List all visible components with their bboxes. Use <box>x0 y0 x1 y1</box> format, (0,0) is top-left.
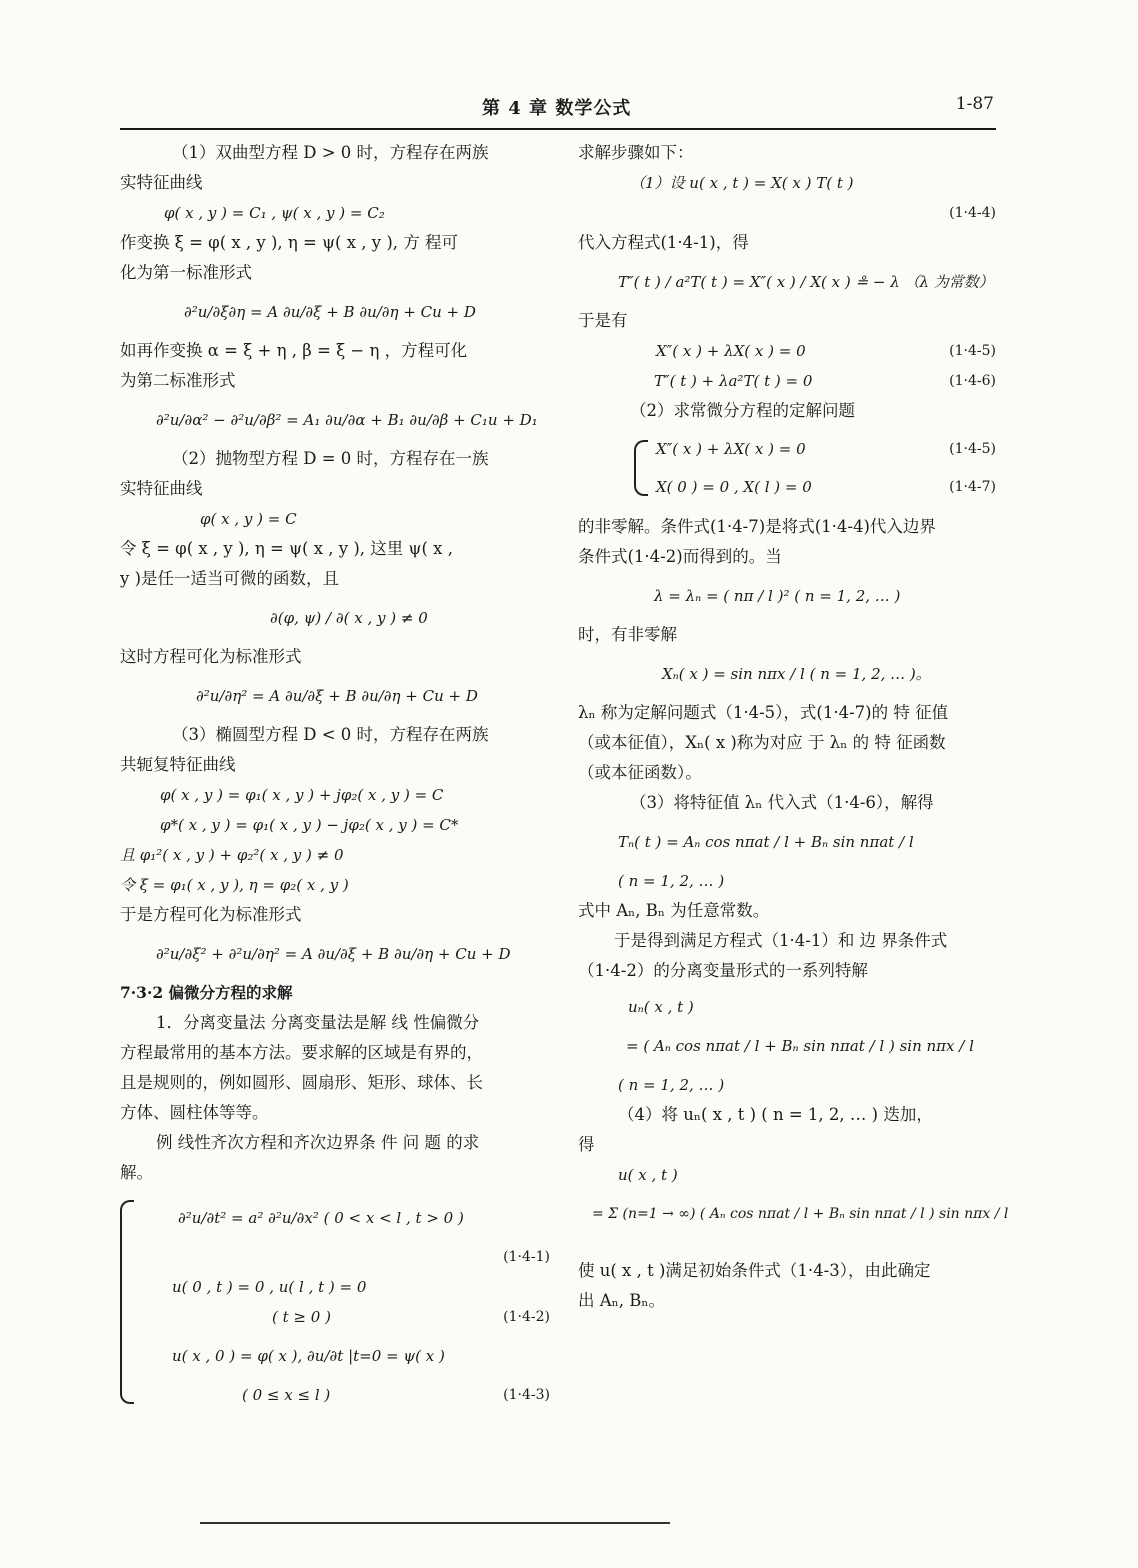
equation-row <box>578 198 996 228</box>
text-line: 方体、圆柱体等等。 <box>120 1103 269 1122</box>
chapter-title: 第 4 章 数学公式 <box>482 98 632 119</box>
equation-number: (1·4-3) <box>503 1387 550 1403</box>
text-line: 使 u( x , t )满足初始条件式（1·4-3），由此确定 <box>578 1261 931 1280</box>
equation-row <box>142 1302 550 1332</box>
formula: （1）设 u( x , t ) = X( x ) T( t ) <box>630 174 854 192</box>
equation-row <box>656 472 996 502</box>
text-line: 解。 <box>120 1163 153 1182</box>
text-line: （或本征值），Xₙ( x )称为对应 于 λₙ 的 特 征函数 <box>578 733 946 752</box>
formula: φ*( x , y ) = φ₁( x , y ) − jφ₂( x , y ) = C* <box>160 816 459 834</box>
text-line: 的非零解。条件式(1·4-7)是将式(1·4-4)代入边界 <box>578 517 936 536</box>
formula: φ( x , y ) = φ₁( x , y ) + jφ₂( x , y ) = C <box>160 786 444 804</box>
formula: X″( x ) + λX( x ) = 0 <box>656 342 806 360</box>
left-brace <box>120 1200 134 1404</box>
formula: ∂²u/∂ξ² + ∂²u/∂η² = A ∂u/∂ξ + B ∂u/∂η + Cu + D <box>156 945 511 963</box>
text-line: 式中 Aₙ, Bₙ 为任意常数。 <box>578 901 770 920</box>
equation-number: (1·4-1) <box>503 1249 550 1265</box>
text-line: 时，有非零解 <box>578 625 677 644</box>
formula: Xₙ( x ) = sin nπx / l ( n = 1, 2, … )。 <box>662 665 931 683</box>
formula: ( n = 1, 2, … ) <box>618 1076 725 1094</box>
text-line: 代入方程式(1·4-1)，得 <box>578 233 749 252</box>
formula: = Σ (n=1 → ∞) ( Aₙ cos nπat / l + Bₙ sin nπat / l ) sin nπx / l <box>592 1206 1009 1222</box>
equation-row <box>142 1242 550 1272</box>
equation-number: (1·4-2) <box>503 1309 550 1325</box>
left-brace <box>634 440 648 496</box>
section-title: 7·3·2 偏微分方程的求解 <box>120 983 293 1002</box>
formula: X″( x ) + λX( x ) = 0 <box>656 440 806 458</box>
left-column <box>120 138 550 1410</box>
parabolic-heading: （2）抛物型方程 D = 0 时，方程存在一族 <box>172 449 489 468</box>
formula: φ( x , y ) = C₁ , ψ( x , y ) = C₂ <box>164 204 385 222</box>
text-line: （3）将特征值 λₙ 代入式（1·4-6），解得 <box>630 793 934 812</box>
equation-row <box>578 336 996 366</box>
elliptic-heading: （3）椭圆型方程 D < 0 时，方程存在两族 <box>172 725 489 744</box>
text-line: 于是得到满足方程式（1·4-1）和 边 界条件式 <box>614 931 948 950</box>
text-line: 方程最常用的基本方法。要求解的区域是有界的， <box>120 1043 483 1062</box>
text-line: 共轭复特征曲线 <box>120 755 236 774</box>
equation-row <box>142 1380 550 1410</box>
equation-number: (1·4-6) <box>949 373 996 389</box>
text-line: 求解步骤如下： <box>578 143 694 162</box>
footer-rule <box>200 1522 670 1524</box>
text-line: y )是任一适当可微的函数，且 <box>120 569 340 588</box>
equation-number: (1·4-7) <box>949 479 996 495</box>
formula: Tₙ( t ) = Aₙ cos nπat / l + Bₙ sin nπat / l <box>618 833 914 851</box>
formula: u( x , 0 ) = φ( x ), ∂u/∂t |t=0 = ψ( x ) <box>172 1347 445 1365</box>
text-line: （2）求常微分方程的定解问题 <box>630 401 855 420</box>
text-line: 例 线性齐次方程和齐次边界条 件 问 题 的求 <box>156 1133 480 1152</box>
text-line: 于是有 <box>578 311 628 330</box>
equation-row <box>656 434 996 464</box>
formula: 令 ξ = φ₁( x , y ), η = φ₂( x , y ) <box>120 876 349 894</box>
text-line: 这时方程可化为标准形式 <box>120 647 302 666</box>
text-line: （或本征函数）。 <box>578 763 702 782</box>
formula: ∂(φ, ψ) / ∂( x , y ) ≠ 0 <box>270 609 428 627</box>
formula: ( n = 1, 2, … ) <box>618 872 725 890</box>
formula: ∂²u/∂η² = A ∂u/∂ξ + B ∂u/∂η + Cu + D <box>196 687 478 705</box>
text-line: 1．分离变量法 分离变量法是解 线 性偏微分 <box>156 1013 480 1032</box>
formula: T″( t ) / a²T( t ) = X″( x ) / X( x ) ≗ − λ （λ 为常数） <box>618 273 994 291</box>
text-line: （1·4-2）的分离变量形式的一系列特解 <box>578 961 868 980</box>
formula: 且 φ₁²( x , y ) + φ₂²( x , y ) ≠ 0 <box>120 846 344 864</box>
formula: ∂²u/∂α² − ∂²u/∂β² = A₁ ∂u/∂α + B₁ ∂u/∂β + C₁u + D₁ <box>156 411 538 429</box>
equation-number: (1·4-5) <box>949 343 996 359</box>
hyperbolic-heading: （1）双曲型方程 D > 0 时，方程存在两族 <box>172 143 489 162</box>
text-line: 于是方程可化为标准形式 <box>120 905 302 924</box>
equation-system <box>120 1194 550 1410</box>
page-number: 1-87 <box>955 94 994 114</box>
text-line: 且是规则的，例如圆形、圆扇形、矩形、球体、长 <box>120 1073 483 1092</box>
text-line: 为第二标准形式 <box>120 371 236 390</box>
formula: X( 0 ) = 0 , X( l ) = 0 <box>656 478 812 496</box>
text-line: 得 <box>578 1135 595 1154</box>
formula: T″( t ) + λa²T( t ) = 0 <box>654 372 813 390</box>
formula: u( x , t ) <box>618 1166 678 1184</box>
equation-row <box>578 366 996 396</box>
text-line: （4）将 uₙ( x , t ) ( n = 1, 2, … ) 迭加， <box>618 1105 933 1124</box>
text-line: 条件式(1·4-2)而得到的。当 <box>578 547 782 566</box>
ode-system <box>634 434 996 502</box>
formula: ( 0 ≤ x ≤ l ) <box>242 1386 331 1404</box>
text-line: 出 Aₙ, Bₙ。 <box>578 1291 666 1310</box>
text-line: λₙ 称为定解问题式（1·4-5），式(1·4-7)的 特 征值 <box>578 703 949 722</box>
text-line: 令 ξ = φ( x , y ), η = ψ( x , y ), 这里 ψ( x , <box>120 539 453 558</box>
equation-number: (1·4-4) <box>949 205 996 221</box>
equation-number: (1·4-5) <box>949 441 996 457</box>
formula: φ( x , y ) = C <box>200 510 297 528</box>
text-line: 作变换 ξ = φ( x , y ), η = ψ( x , y ), 方 程可 <box>120 233 459 252</box>
formula: ∂²u/∂ξ∂η = A ∂u/∂ξ + B ∂u/∂η + Cu + D <box>184 303 476 321</box>
formula: uₙ( x , t ) <box>628 998 694 1016</box>
formula: = ( Aₙ cos nπat / l + Bₙ sin nπat / l ) sin nπx / l <box>626 1037 974 1055</box>
formula: u( 0 , t ) = 0 , u( l , t ) = 0 <box>172 1278 367 1296</box>
formula: ( t ≥ 0 ) <box>272 1308 331 1326</box>
page-header <box>120 92 996 130</box>
formula: ∂²u/∂t² = a² ∂²u/∂x² ( 0 < x < l , t > 0 ) <box>178 1209 464 1227</box>
formula: λ = λₙ = ( nπ / l )² ( n = 1, 2, … ) <box>654 587 901 605</box>
text-line: 实特征曲线 <box>120 173 203 192</box>
text-line: 实特征曲线 <box>120 479 203 498</box>
right-column <box>578 138 1009 1316</box>
text-line: 如再作变换 α = ξ + η , β = ξ − η ，方程可化 <box>120 341 468 360</box>
text-line: 化为第一标准形式 <box>120 263 252 282</box>
